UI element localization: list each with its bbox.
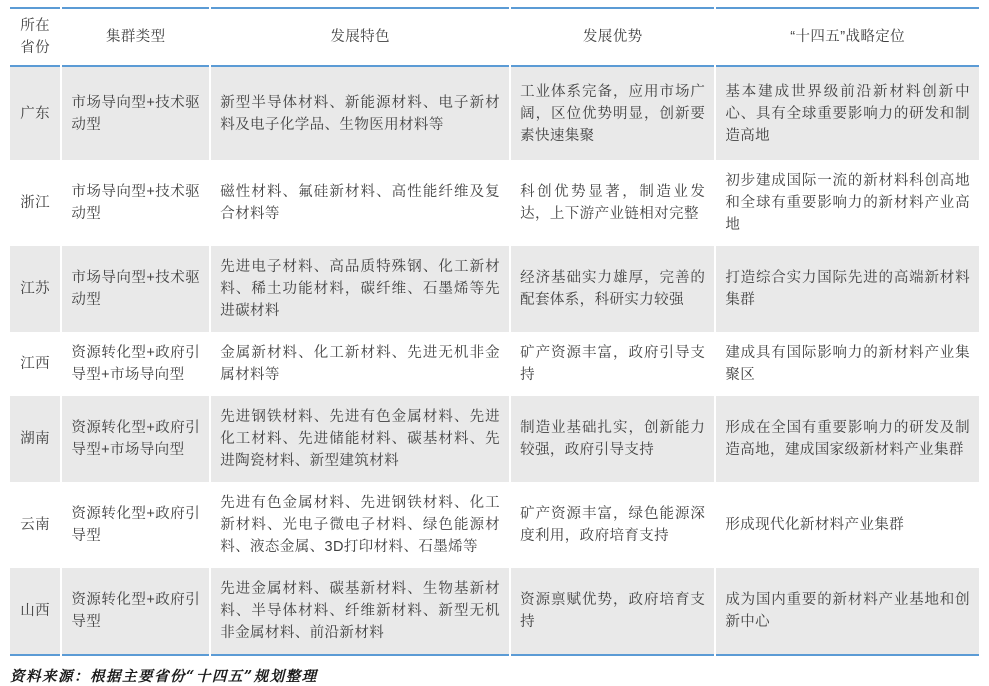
province-clusters-table bbox=[8, 7, 981, 656]
features-cell: 金属新材料、化工新材料、先进无机非金属材料等 bbox=[220, 345, 501, 383]
positioning-cell: 基本建成世界级前沿新材料创新中心、具有全球重要影响力的研发和制造高地 bbox=[716, 67, 979, 160]
positioning-cell: 打造综合实力国际先进的高端新材料集群 bbox=[716, 246, 979, 332]
positioning-cell: 成为国内重要的新材料产业基地和创新中心 bbox=[716, 568, 979, 656]
features-cell: 先进电子材料、高品质特殊钢、化工新材料、稀土功能材料，碳纤维、石墨烯等先进碳材料 bbox=[211, 246, 509, 332]
table-row-yunnan bbox=[10, 482, 979, 568]
advantages-cell: 工业体系完备，应用市场广阔，区位优势明显，创新要素快速集聚 bbox=[511, 67, 714, 160]
advantages-cell: 资源禀赋优势，政府培育支持 bbox=[511, 568, 714, 656]
province-cell: 广东 bbox=[10, 67, 60, 160]
advantages-cell: 矿产资源丰富，绿色能源深度利用，政府培育支持 bbox=[520, 506, 706, 544]
column-header-cluster-type: 集群类型 bbox=[62, 7, 209, 67]
cluster-type-cell: 资源转化型+政府引导型+市场导向型 bbox=[71, 345, 201, 383]
cluster-type-cell: 资源转化型+政府引导型+市场导向型 bbox=[62, 396, 209, 482]
table-row-zhejiang bbox=[10, 160, 979, 246]
column-header-features: 发展特色 bbox=[211, 7, 509, 67]
advantages-cell: 科创优势显著，制造业发达，上下游产业链相对完整 bbox=[520, 184, 706, 222]
positioning-cell: 形成现代化新材料产业集群 bbox=[725, 517, 905, 533]
province-cell: 山西 bbox=[10, 568, 60, 656]
column-header-province: 所在省份 bbox=[10, 7, 60, 67]
advantages-cell: 制造业基础扎实，创新能力较强，政府引导支持 bbox=[511, 396, 714, 482]
province-cell: 湖南 bbox=[10, 396, 60, 482]
province-cell: 浙江 bbox=[20, 195, 51, 211]
province-cell: 云南 bbox=[20, 517, 51, 533]
cluster-type-cell: 市场导向型+技术驱动型 bbox=[71, 184, 201, 222]
positioning-cell: 形成在全国有重要影响力的研发及制造高地，建成国家级新材料产业集群 bbox=[716, 396, 979, 482]
features-cell: 先进有色金属材料、先进钢铁材料、化工新材料、光电子微电子材料、绿色能源材料、液态金属、3D打印材料、石墨烯等 bbox=[220, 495, 501, 555]
header-row bbox=[10, 7, 979, 67]
features-cell: 先进钢铁材料、先进有色金属材料、先进化工材料、先进储能材料、碳基材料、先进陶瓷材料、新型建筑材料 bbox=[211, 396, 509, 482]
table-row-guangdong bbox=[10, 67, 979, 160]
features-cell: 新型半导体材料、新能源材料、电子新材料及电子化学品、生物医用材料等 bbox=[211, 67, 509, 160]
province-cell: 江西 bbox=[20, 356, 51, 372]
table-row-shanxi bbox=[10, 568, 979, 656]
features-cell: 先进金属材料、碳基新材料、生物基新材料、半导体材料、纤维新材料、新型无机非金属材料、前沿新材料 bbox=[211, 568, 509, 656]
advantages-cell: 经济基础实力雄厚，完善的配套体系，科研实力较强 bbox=[511, 246, 714, 332]
table-row-jiangsu bbox=[10, 246, 979, 332]
table-body bbox=[10, 67, 979, 656]
table-row-hunan bbox=[10, 396, 979, 482]
table-row-jiangxi bbox=[10, 332, 979, 396]
source-note: 资料来源：根据主要省份“十四五”规划整理 bbox=[10, 668, 318, 685]
column-header-positioning: “十四五”战略定位 bbox=[716, 7, 979, 67]
cluster-type-cell: 市场导向型+技术驱动型 bbox=[62, 246, 209, 332]
cluster-type-cell: 资源转化型+政府引导型 bbox=[71, 506, 201, 544]
province-cell: 江苏 bbox=[10, 246, 60, 332]
positioning-cell: 建成具有国际影响力的新材料产业集聚区 bbox=[725, 345, 970, 383]
positioning-cell: 初步建成国际一流的新材料科创高地和全球有重要影响力的新材料产业高地 bbox=[725, 173, 970, 233]
features-cell: 磁性材料、氟硅新材料、高性能纤维及复合材料等 bbox=[220, 184, 501, 222]
table-header bbox=[10, 7, 979, 67]
column-header-advantages: 发展优势 bbox=[511, 7, 714, 67]
cluster-type-cell: 市场导向型+技术驱动型 bbox=[62, 67, 209, 160]
advantages-cell: 矿产资源丰富，政府引导支持 bbox=[520, 345, 706, 383]
cluster-type-cell: 资源转化型+政府引导型 bbox=[62, 568, 209, 656]
